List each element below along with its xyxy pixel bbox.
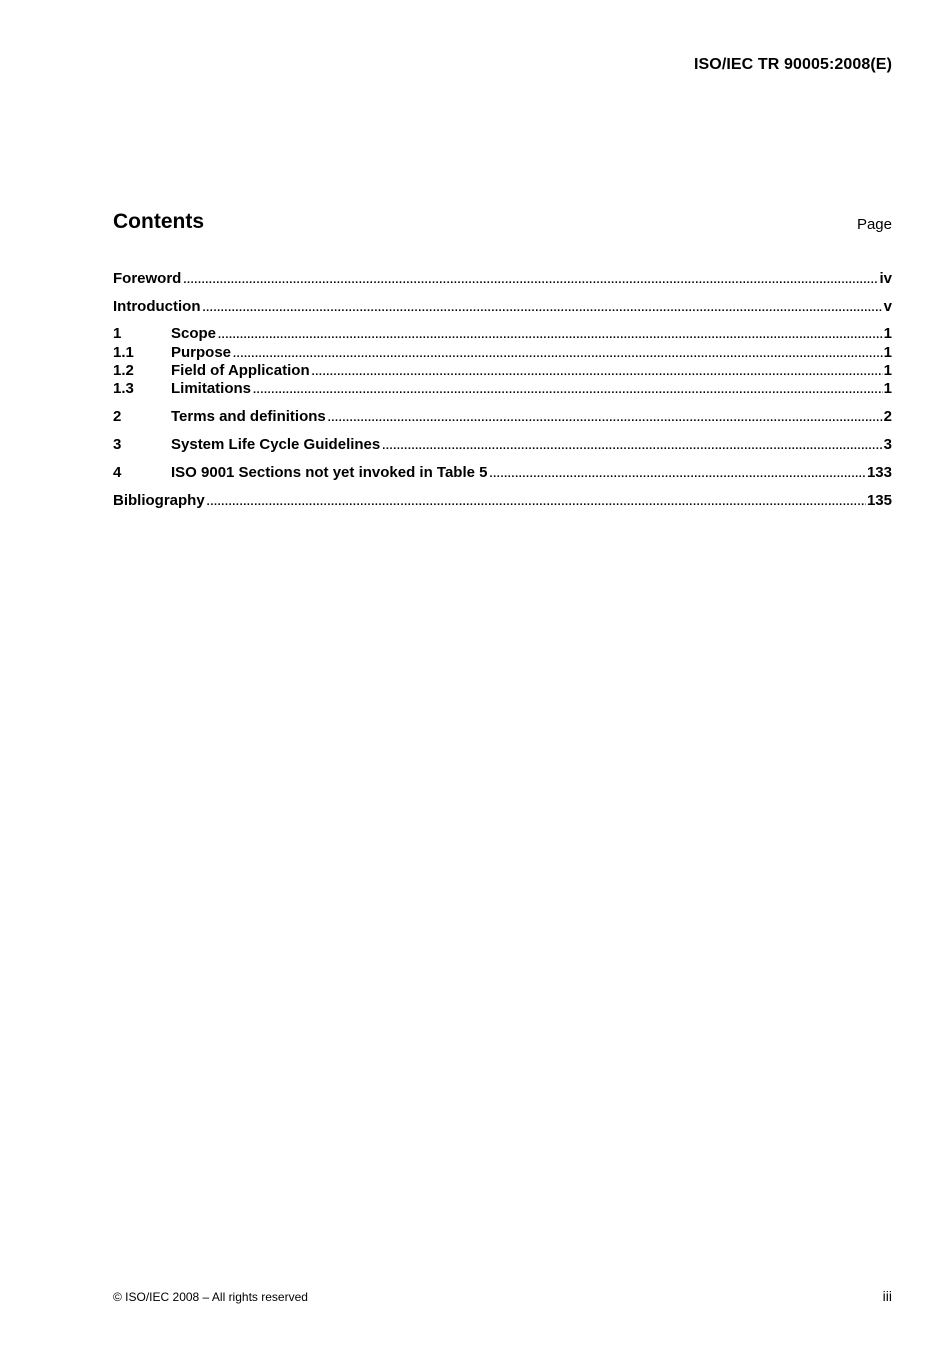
toc-leader-dots <box>253 380 883 399</box>
toc-leader-dots <box>207 492 866 511</box>
document-identifier: ISO/IEC TR 90005:2008(E) <box>693 56 892 73</box>
toc-entry-title: Terms and definitions <box>171 408 326 425</box>
page-column-label: Page <box>856 216 892 233</box>
toc-entry-iso-9001-sections[interactable] <box>113 464 892 482</box>
toc-entry-page: 1 <box>883 380 892 397</box>
toc-leader-dots <box>202 298 882 317</box>
toc-entry-title: ISO 9001 Sections not yet invoked in Table 5 <box>171 464 488 481</box>
footer-copyright: © ISO/IEC 2008 – All rights reserved <box>113 1290 308 1304</box>
toc-entry-page: 3 <box>883 436 892 453</box>
toc-entry-introduction[interactable] <box>113 298 892 316</box>
table-of-contents <box>113 0 892 1345</box>
toc-entry-page: 1 <box>883 362 892 379</box>
toc-leader-dots <box>218 325 883 344</box>
toc-leader-dots <box>312 362 883 381</box>
toc-entry-page: 133 <box>866 464 892 481</box>
toc-entry-title: Introduction <box>113 298 201 315</box>
toc-entry-title: Scope <box>171 325 217 342</box>
toc-entry-title: Purpose <box>171 344 232 361</box>
toc-entry-system-life-cycle-guidelines[interactable] <box>113 436 892 454</box>
toc-entry-foreword[interactable] <box>113 270 892 288</box>
contents-heading: Contents <box>113 210 204 233</box>
toc-entry-bibliography[interactable] <box>113 492 892 510</box>
toc-entry-number: 2 <box>113 408 122 425</box>
toc-entry-title: Field of Application <box>171 362 310 379</box>
toc-entry-page: v <box>883 298 892 315</box>
toc-entry-number: 1.1 <box>113 344 134 361</box>
toc-leader-dots <box>183 270 878 289</box>
toc-entry-field-of-application[interactable] <box>113 362 892 380</box>
toc-entry-number: 1 <box>113 325 122 342</box>
toc-entry-page: 2 <box>883 408 892 425</box>
toc-entry-number: 1.3 <box>113 380 134 397</box>
toc-leader-dots <box>490 464 866 483</box>
footer-page-number: iii <box>882 1288 892 1304</box>
toc-entry-purpose[interactable] <box>113 344 892 362</box>
toc-entry-page: iv <box>879 270 892 287</box>
toc-entry-title: Bibliography <box>113 492 205 509</box>
toc-entry-number: 4 <box>113 464 122 481</box>
toc-entry-number: 1.2 <box>113 362 134 379</box>
toc-entry-page: 1 <box>883 325 892 342</box>
toc-entry-number: 3 <box>113 436 122 453</box>
toc-leader-dots <box>233 344 883 363</box>
toc-leader-dots <box>382 436 882 455</box>
toc-entry-limitations[interactable] <box>113 380 892 398</box>
toc-entry-title: Foreword <box>113 270 182 287</box>
toc-entry-page: 1 <box>883 344 892 361</box>
toc-leader-dots <box>328 408 883 427</box>
toc-entry-title: System Life Cycle Guidelines <box>171 436 381 453</box>
toc-entry-page: 135 <box>866 492 892 509</box>
toc-entry-scope[interactable] <box>113 325 892 343</box>
toc-entry-title: Limitations <box>171 380 252 397</box>
toc-entry-terms-and-definitions[interactable] <box>113 408 892 426</box>
